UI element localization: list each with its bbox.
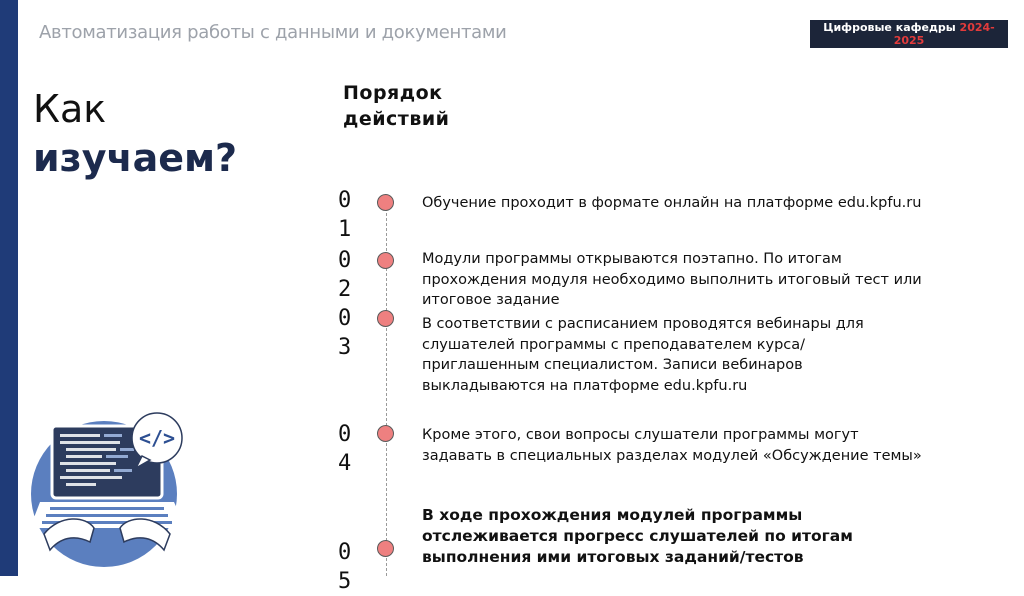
step-text-4: Кроме этого, свои вопросы слушатели программы могут задавать в специальных разделах модулей «Обсуждение темы»: [422, 427, 922, 464]
timeline-dot-2: [377, 252, 394, 269]
header-title: Автоматизация работы с данными и документами: [39, 22, 507, 43]
step-number-4: 04: [338, 422, 352, 476]
step-number-3: 03: [338, 306, 352, 360]
code-bubble-label: </>: [138, 426, 176, 450]
timeline-dot-4: [377, 425, 394, 442]
step-text-1: Обучение проходит в формате онлайн на платформе edu.kpfu.ru: [422, 195, 922, 211]
step-number-1: 01: [338, 188, 352, 242]
steps-title: Порядок действий: [343, 82, 450, 130]
step-text-2: Модули программы открываются поэтапно. По итогам прохождения модуля необходимо выполнить итоговый тест или итоговое задание: [422, 251, 922, 308]
badge-year-text: 2024-2025: [893, 21, 995, 47]
timeline-dot-5: [377, 540, 394, 557]
step-text-5: В ходе прохождения модулей программы отслеживается прогресс слушателей по итогам выполнения ими итоговых заданий/тестов: [422, 506, 853, 566]
step-number-5: 05: [338, 540, 352, 594]
badge-main-text: Цифровые кафедры: [823, 21, 956, 34]
step-number-2: 02: [338, 248, 352, 302]
timeline-dot-1: [377, 194, 394, 211]
timeline-dot-3: [377, 310, 394, 327]
hero-line-2: изучаем?: [33, 136, 238, 180]
left-accent-bar: [0, 0, 18, 576]
hero-line-1: Как: [33, 87, 107, 131]
laptop-coding-icon: [30, 410, 190, 576]
digital-departments-badge: [810, 20, 1008, 48]
step-text-3: В соответствии с расписанием проводятся вебинары для слушателей программы с преподавателем курса/приглашенным специалистом. Записи вебинаров выкладываются на платформе edu.kpfu.ru: [422, 316, 864, 394]
